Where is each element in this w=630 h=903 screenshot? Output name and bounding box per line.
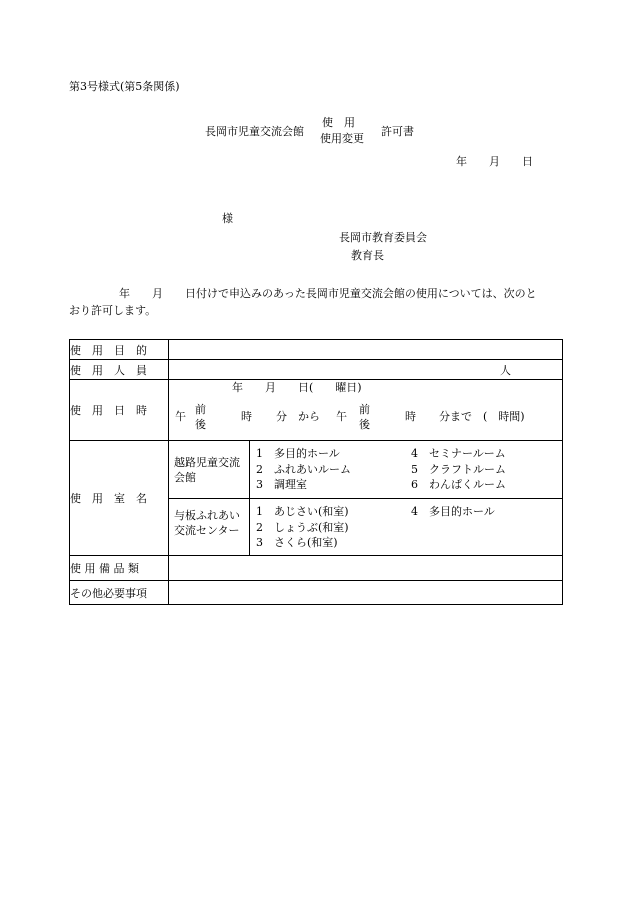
datetime-gozen2: 午 bbox=[336, 410, 347, 423]
issuer-title: 教育長 bbox=[351, 249, 384, 262]
title-option-change: 使用変更 bbox=[320, 132, 364, 145]
people-value bbox=[169, 360, 563, 380]
datetime-fun-made: 分まで ( 時間) bbox=[439, 410, 525, 423]
other-value bbox=[169, 581, 563, 605]
list-item: 2 ふれあいルーム 5 クラフトルーム bbox=[256, 462, 506, 476]
datetime-am2: 前 bbox=[359, 403, 370, 416]
datetime-label: 使 用 日 時 bbox=[70, 380, 169, 441]
issuer-organization: 長岡市教育委員会 bbox=[339, 231, 427, 244]
venue2-rooms bbox=[250, 499, 563, 556]
venue1-name-line2: 会館 bbox=[174, 470, 196, 484]
title-suffix: 許可書 bbox=[381, 125, 414, 138]
datetime-pm: 後 bbox=[195, 418, 206, 431]
title-facility: 長岡市児童交流会館 bbox=[205, 125, 304, 138]
datetime-am: 前 bbox=[195, 403, 206, 416]
body-line-1: 年 月 日付けで申込みのあった長岡市児童交流会館の使用については、次のと bbox=[119, 287, 537, 300]
list-item: 3 さくら(和室) bbox=[256, 536, 338, 549]
list-item: 3 調理室 6 わんぱくルーム bbox=[256, 478, 506, 492]
list-item: 2 しょうぶ(和室) bbox=[256, 520, 349, 534]
venue2-name-line2: 交流センター bbox=[174, 524, 240, 537]
datetime-ji2: 時 bbox=[405, 410, 416, 423]
equipment-label: 使 用 備 品 類 bbox=[70, 556, 169, 581]
rooms-label: 使 用 室 名 bbox=[70, 441, 169, 556]
body-line-2: おり許可します。 bbox=[69, 304, 157, 317]
other-label: その他必要事項 bbox=[70, 581, 169, 605]
list-item: 1 多目的ホール 4 セミナールーム bbox=[256, 447, 506, 461]
purpose-value bbox=[169, 340, 563, 360]
issue-date: 年 月 日 bbox=[456, 155, 533, 168]
venue1-name-line1: 越路児童交流 bbox=[174, 455, 240, 469]
venue1-name bbox=[169, 441, 250, 499]
venue2-name-line1: 与板ふれあい bbox=[174, 509, 240, 522]
purpose-label: 使 用 目 的 bbox=[70, 340, 169, 360]
datetime-value bbox=[169, 380, 563, 441]
datetime-date: 年 月 日( 曜日) bbox=[232, 381, 362, 394]
datetime-gozen: 午 bbox=[175, 410, 186, 423]
datetime-fun-kara: 分 から bbox=[276, 410, 320, 423]
form-number: 第3号様式(第5条関係) bbox=[69, 80, 180, 93]
permit-table bbox=[69, 339, 563, 605]
people-label: 使 用 人 員 bbox=[70, 360, 169, 380]
venue1-rooms bbox=[250, 441, 563, 499]
list-item: 1 あじさい(和室) 4 多目的ホール bbox=[256, 505, 495, 518]
datetime-ji: 時 bbox=[241, 410, 252, 423]
title-option-use: 使 用 bbox=[322, 116, 355, 129]
venue2-name bbox=[169, 499, 250, 556]
datetime-pm2: 後 bbox=[359, 418, 370, 431]
addressee-suffix: 様 bbox=[222, 212, 233, 225]
people-unit: 人 bbox=[500, 363, 511, 377]
equipment-value bbox=[169, 556, 563, 581]
